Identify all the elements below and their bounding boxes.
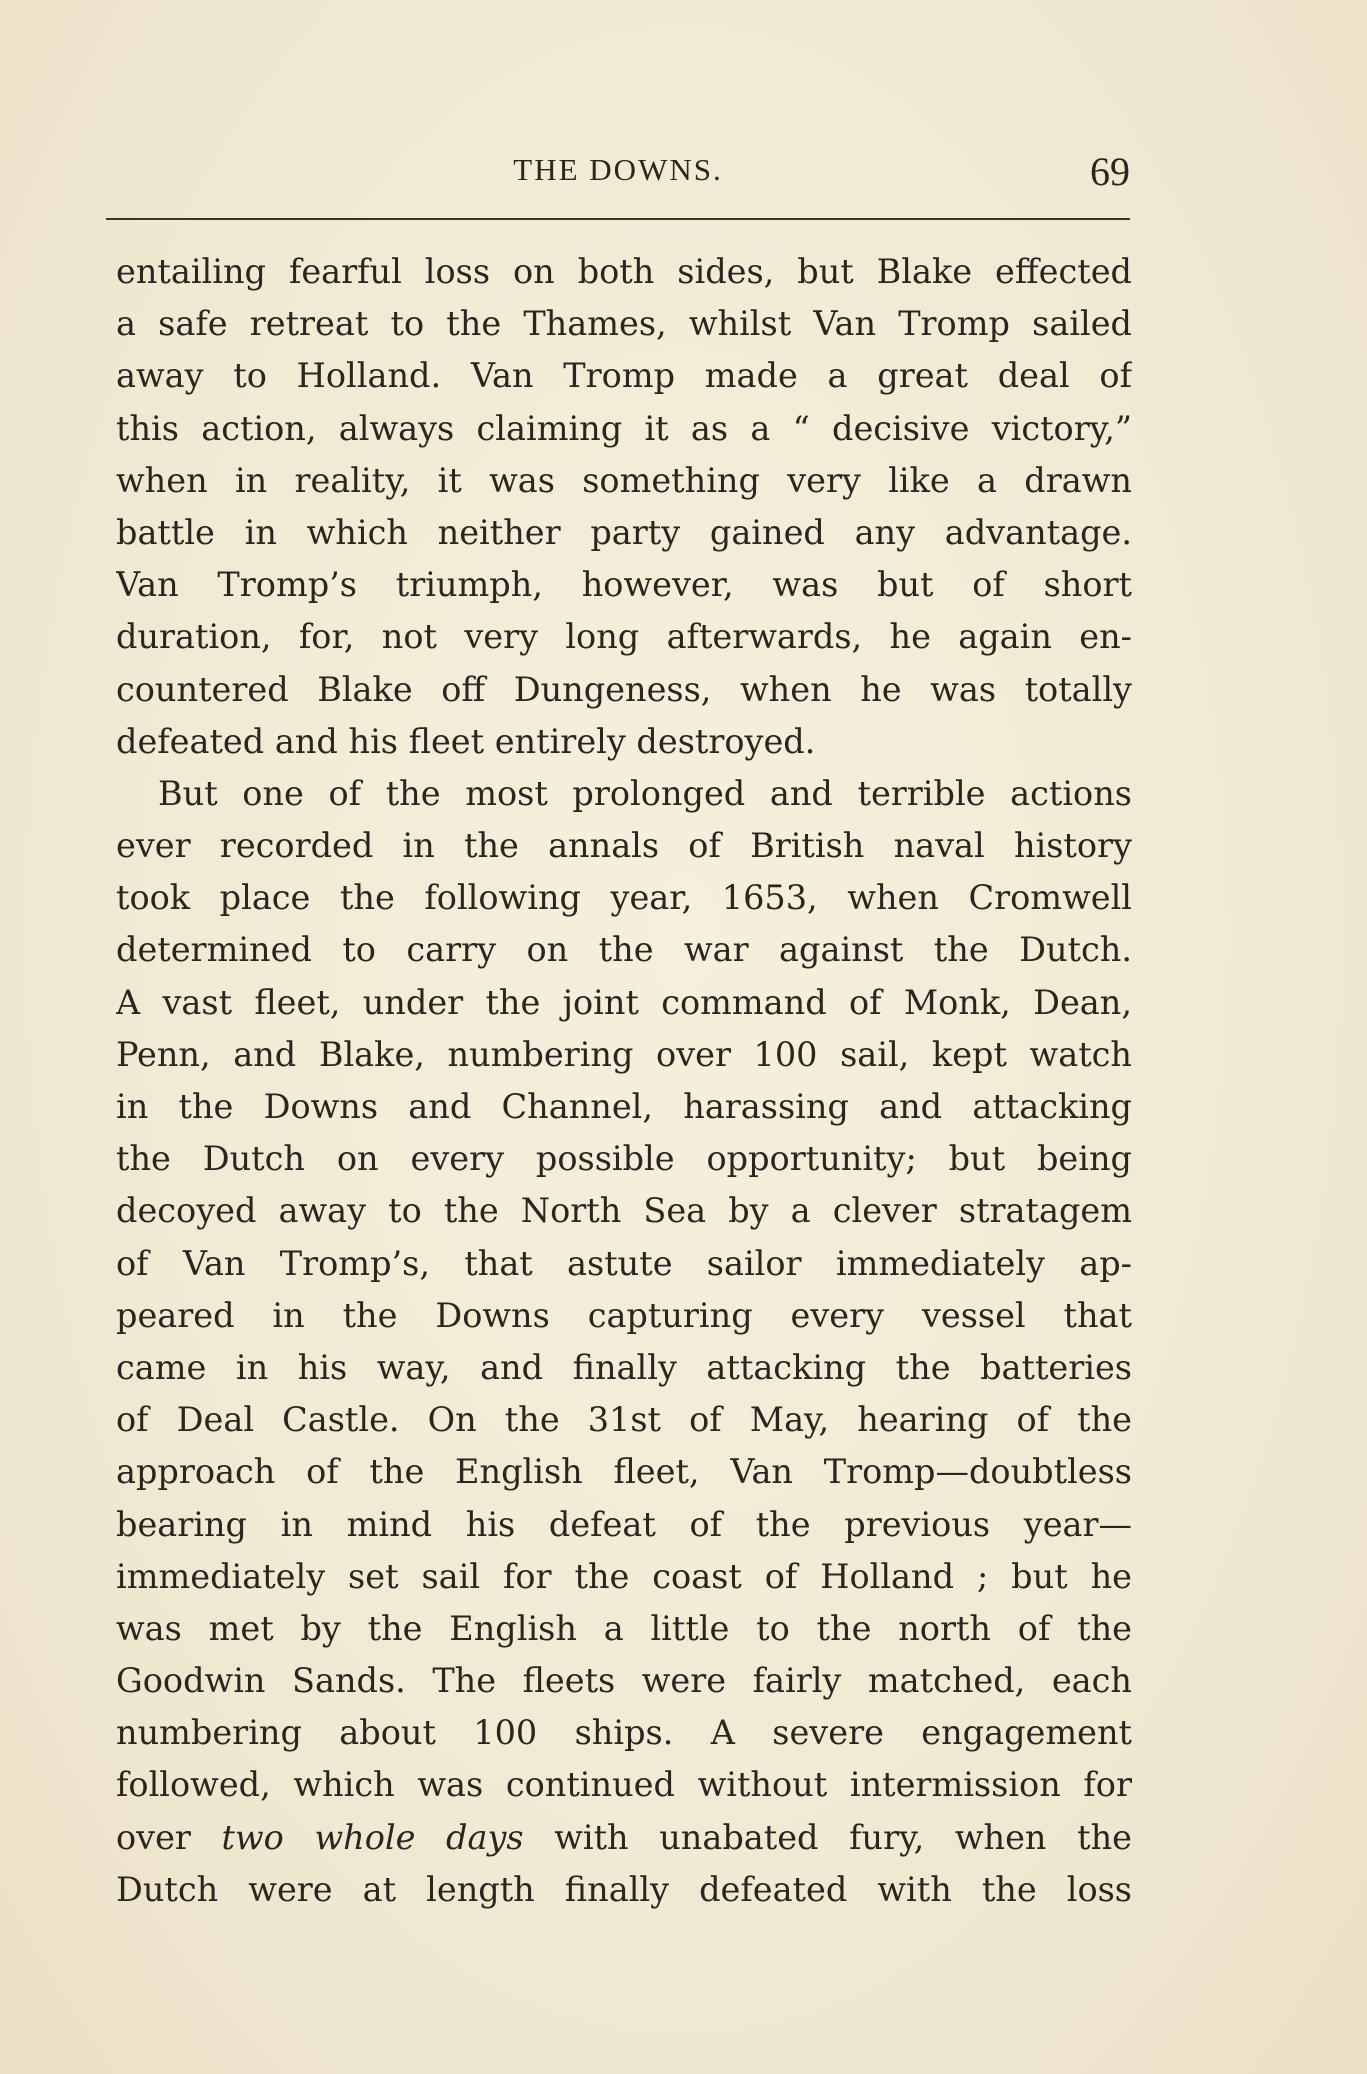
text-line: entailing fearful loss on both sides, but Blake effected — [116, 252, 1132, 291]
text-line: decoyed away to the North Sea by a clever stratagem — [116, 1191, 1132, 1231]
text-line: immediately set sail for the coast of Holland ; but he — [116, 1556, 1132, 1596]
text-line: determined to carry on the war against the Dutch. — [116, 930, 1132, 970]
text-line: duration, for, not very long afterwards, he again en- — [116, 617, 1132, 657]
paragraph-start-line: But one of the most prolonged and terrible actions — [158, 773, 1132, 813]
text-line: numbering about 100 ships. A severe engagement — [116, 1713, 1132, 1753]
text-line: in the Downs and Channel, harassing and attacking — [116, 1087, 1132, 1126]
text-line: Goodwin Sands. The fleets were fairly matched, each — [116, 1661, 1132, 1701]
text-line: when in reality, it was something very like a drawn — [116, 460, 1132, 500]
text-line: Penn, and Blake, numbering over 100 sail, kept watch — [116, 1034, 1132, 1074]
header-rule — [106, 218, 1130, 220]
text-line: the Dutch on every possible opportunity; but being — [116, 1139, 1132, 1179]
text-line: approach of the English fleet, Van Tromp—doubtless — [116, 1452, 1132, 1492]
text-line: Dutch were at length finally defeated with the loss — [116, 1869, 1132, 1909]
text-line: battle in which neither party gained any advantage. — [116, 512, 1132, 552]
text-line: was met by the English a little to the north of the — [116, 1608, 1132, 1648]
running-head — [106, 148, 1130, 204]
body-text — [116, 246, 1132, 1916]
text-line: took place the following year, 1653, when Cromwell — [116, 878, 1132, 918]
line-text-after: with unabated fury, when the — [523, 1817, 1132, 1857]
text-line: came in his way, and finally attacking the batteries — [116, 1347, 1132, 1387]
text-line: away to Holland. Van Tromp made a great deal of — [116, 356, 1132, 396]
line-text-before: over — [116, 1817, 222, 1857]
text-line: of Van Tromp’s, that astute sailor immediately ap- — [116, 1243, 1132, 1283]
text-line: followed, which was continued without intermission for — [116, 1765, 1132, 1805]
text-line: ever recorded in the annals of British naval history — [116, 826, 1132, 866]
text-line: this action, always claiming it as a “ decisive victory,” — [116, 408, 1132, 448]
text-line: bearing in mind his defeat of the previous year— — [116, 1504, 1132, 1544]
running-title: THE DOWNS. — [513, 152, 723, 187]
text-line: peared in the Downs capturing every vessel that — [116, 1295, 1132, 1335]
text-line: of Deal Castle. On the 31st of May, hearing of the — [116, 1400, 1132, 1440]
italic-emphasis: two whole days — [221, 1817, 524, 1857]
text-line-with-italic — [116, 1812, 1132, 1864]
page-number: 69 — [1090, 149, 1130, 194]
paragraph-end-line: defeated and his fleet entirely destroyed. — [116, 721, 816, 761]
text-line: a safe retreat to the Thames, whilst Van Tromp sailed — [116, 304, 1132, 344]
text-line: countered Blake off Dungeness, when he was totally — [116, 669, 1132, 709]
text-line: A vast fleet, under the joint command of Monk, Dean, — [116, 982, 1132, 1022]
text-line: Van Tromp’s triumph, however, was but of short — [116, 565, 1132, 605]
